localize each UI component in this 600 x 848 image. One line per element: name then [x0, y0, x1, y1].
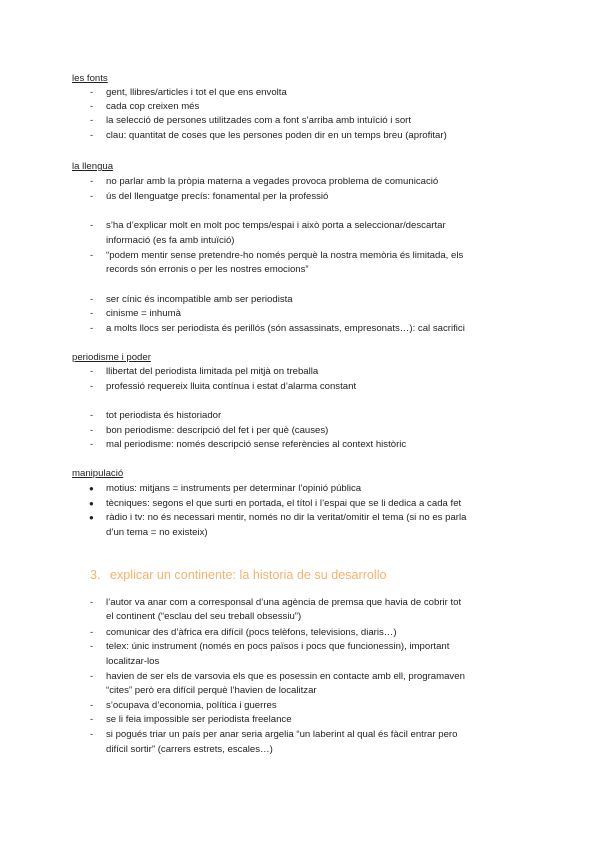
document-page: les fonts - gent, llibres/articles i tot el que ens envolta - cada cop creixen més - la selecció de persones utilitzades com a font s’arriba amb intuïció i sort - clau: quantitat de coses que les persones poden dir en un temps breu (aprofitar) la llengua - no parlar amb la pròpia materna a vegades provoca problema de comunicació - ús del llenguatge precís: fonamental per la professió - s’ha d’explicar molt en molt poc temps/espai i això porta a seleccionar/descartar informació (es fa amb intuïció) - “podem mentir sense pretendre-ho només perquè la nostra memòria és limitada, els records són erronis o per les nostres emocions” - ser cínic és incompatible amb ser periodista - cinisme = inhumà - a molts llocs ser periodista és perillós (són assassinats, empresonats…): cal sacrifici periodisme i poder - llibertat del periodista limitada pel mitjà on treballa - professió requereix lluita contínua i estat d’alarma constant - tot periodista és historiador - bon periodisme: descripció del fet i per què (causes) - mal periodisme: només descripció sense referències al context històric manipulació ● motius: mitjans = instruments per determinar l’opinió pública ● tècniques: segons el que surti en portada, el títol i l’espai que se li dedica a cada fet ● ràdio i tv: no és necessari mentir, només no dir la veritat/omitir el tema (si no es parla d’un tema = no existeix) 3. explicar un continente: la historia de su desarrollo - l’autor va anar com a corresponsal d’una agència de premsa que havia de cobrir tot el continent (“esclau del seu treball obsessiu”) - comunicar des d’àfrica era difícil (pocs telèfons, televisions, diaris…) - telex: únic instrument (només en pocs països i pocs que funcionessin), important localitzar-los - havien de ser els de varsovia els que es posessin en contacte amb ell, programaven “cites” però era difícil perquè l’havien de localitzar - s’ocupava d’economia, política i guerres - se li feia impossible ser periodista freelance - si pogués triar un país per anar seria argelia “un laberint al qual és fàcil entrar pero difícil sortir” (carrers estrets, escales…): [72, 73, 467, 755]
heading-manipulacio: manipulació: [72, 468, 124, 479]
section-title: [90, 567, 387, 583]
section-number: 3.: [90, 568, 101, 582]
heading-llengua: la llengua: [72, 161, 114, 172]
heading-fonts: les fonts: [72, 73, 108, 84]
heading-poder: periodisme i poder: [72, 352, 151, 363]
section-title-text: explicar un continente: la historia de su desarrollo: [110, 568, 387, 582]
